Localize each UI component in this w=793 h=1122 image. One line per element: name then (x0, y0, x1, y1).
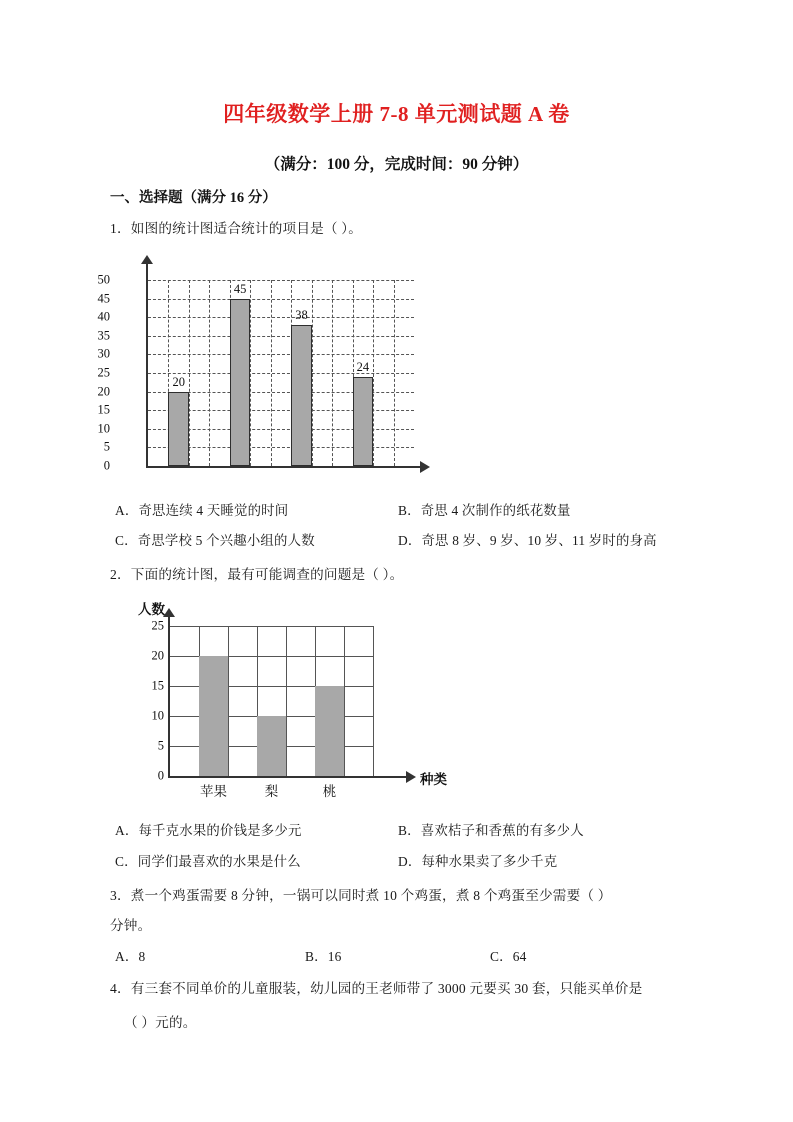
question-2-text: 2．下面的统计图，最有可能调查的问题是（ ）。 (110, 567, 404, 582)
question-2-option-b: B．喜欢桔子和香蕉的有多少人 (398, 823, 584, 838)
x-axis-arrow-icon (406, 771, 416, 783)
gridline-vertical (209, 280, 210, 466)
question-2-option-d: D．每种水果卖了多少千克 (398, 854, 558, 869)
chart-question-1 (97, 262, 440, 487)
y-axis-tick-label: 20 (151, 648, 164, 663)
y-axis-tick-label: 10 (97, 421, 110, 436)
y-axis-tick-label: 25 (97, 365, 110, 380)
gridline-horizontal (148, 280, 414, 281)
y-axis-tick-label: 15 (151, 678, 164, 693)
y-axis-tick-label: 20 (97, 384, 110, 399)
chart2-x-axis-label: 种类 (420, 772, 447, 787)
gridline-vertical (394, 280, 395, 466)
gridline-vertical (228, 626, 229, 776)
gridline-vertical (373, 280, 374, 466)
x-axis-arrow-icon (420, 461, 430, 473)
chart-plot-area (170, 626, 373, 776)
page-subtitle: （满分：100 分，完成时间：90 分钟） (264, 156, 529, 173)
chart-bar (230, 299, 250, 466)
gridline-horizontal (148, 299, 414, 300)
y-axis-tick-label: 30 (97, 346, 110, 361)
y-axis-tick-label: 10 (151, 708, 164, 723)
x-axis-line (168, 776, 408, 778)
bar-value-label: 45 (233, 281, 247, 296)
gridline-vertical (286, 626, 287, 776)
chart-bar (291, 325, 311, 466)
chart-question-2 (128, 600, 458, 800)
question-4-text-line2: （ ）元的。 (124, 1015, 197, 1030)
y-axis-tick-label: 0 (157, 768, 164, 783)
chart-bar (168, 392, 188, 466)
y-axis-tick-label: 35 (97, 328, 110, 343)
y-axis-tick-label: 5 (157, 738, 164, 753)
page-title: 四年级数学上册 7-8 单元测试题 A 卷 (223, 102, 570, 126)
gridline-vertical (189, 280, 190, 466)
y-axis-tick-label: 50 (97, 272, 110, 287)
question-3-option-b: B．16 (305, 949, 342, 964)
question-1-option-c: C．奇思学校 5 个兴趣小组的人数 (115, 533, 315, 548)
question-4-text: 4．有三套不同单价的儿童服装，幼儿园的王老师带了 3000 元要买 30 套，只能买单价是 (110, 981, 643, 996)
section-heading-choice: 一、选择题（满分 16 分） (110, 190, 277, 206)
gridline-horizontal (170, 626, 373, 627)
question-1-option-a: A．奇思连续 4 天睡觉的时间 (115, 503, 289, 518)
question-3-text: 3．煮一个鸡蛋需要 8 分钟，一锅可以同时煮 10 个鸡蛋，煮 8 个鸡蛋至少需要（ ） (110, 888, 612, 903)
question-3-option-a: A．8 (115, 949, 146, 964)
gridline-horizontal (148, 317, 414, 318)
category-label: 梨 (264, 784, 279, 799)
question-3-option-c: C．64 (490, 949, 527, 964)
gridline-vertical (344, 626, 345, 776)
gridline-vertical (250, 280, 251, 466)
question-1-option-b: B．奇思 4 次制作的纸花数量 (398, 503, 571, 518)
category-label: 桃 (322, 784, 337, 799)
gridline-horizontal (148, 336, 414, 337)
chart-bar (315, 686, 344, 776)
gridline-horizontal (148, 354, 414, 355)
question-3-text-line2: 分钟。 (110, 918, 152, 933)
gridline-vertical (332, 280, 333, 466)
chart2-y-axis-label: 人数 (138, 602, 165, 617)
y-axis-tick-label: 5 (103, 439, 110, 454)
y-axis-tick-label: 45 (97, 291, 110, 306)
gridline-vertical (271, 280, 272, 466)
y-axis-tick-label: 0 (103, 458, 110, 473)
chart-bar (257, 716, 286, 776)
chart-bar (353, 377, 373, 466)
y-axis-tick-label: 40 (97, 309, 110, 324)
gridline-vertical (373, 626, 374, 776)
bar-value-label: 24 (356, 359, 370, 374)
question-1-option-d: D．奇思 8 岁、9 岁、10 岁、11 岁时的身高 (398, 533, 657, 548)
category-label: 苹果 (200, 784, 227, 799)
question-2-option-c: C．同学们最喜欢的水果是什么 (115, 854, 301, 869)
chart-bar (199, 656, 228, 776)
gridline-vertical (312, 280, 313, 466)
question-2-option-a: A．每千克水果的价钱是多少元 (115, 823, 302, 838)
x-axis-line (146, 466, 422, 468)
gridline-horizontal (148, 373, 414, 374)
bar-value-label: 20 (172, 374, 185, 389)
y-axis-tick-label: 25 (151, 618, 164, 633)
chart-plot-area (148, 280, 414, 466)
bar-value-label: 38 (295, 307, 308, 322)
question-1-text: 1．如图的统计图适合统计的项目是（ ）。 (110, 221, 363, 236)
y-axis-tick-label: 15 (97, 402, 110, 417)
